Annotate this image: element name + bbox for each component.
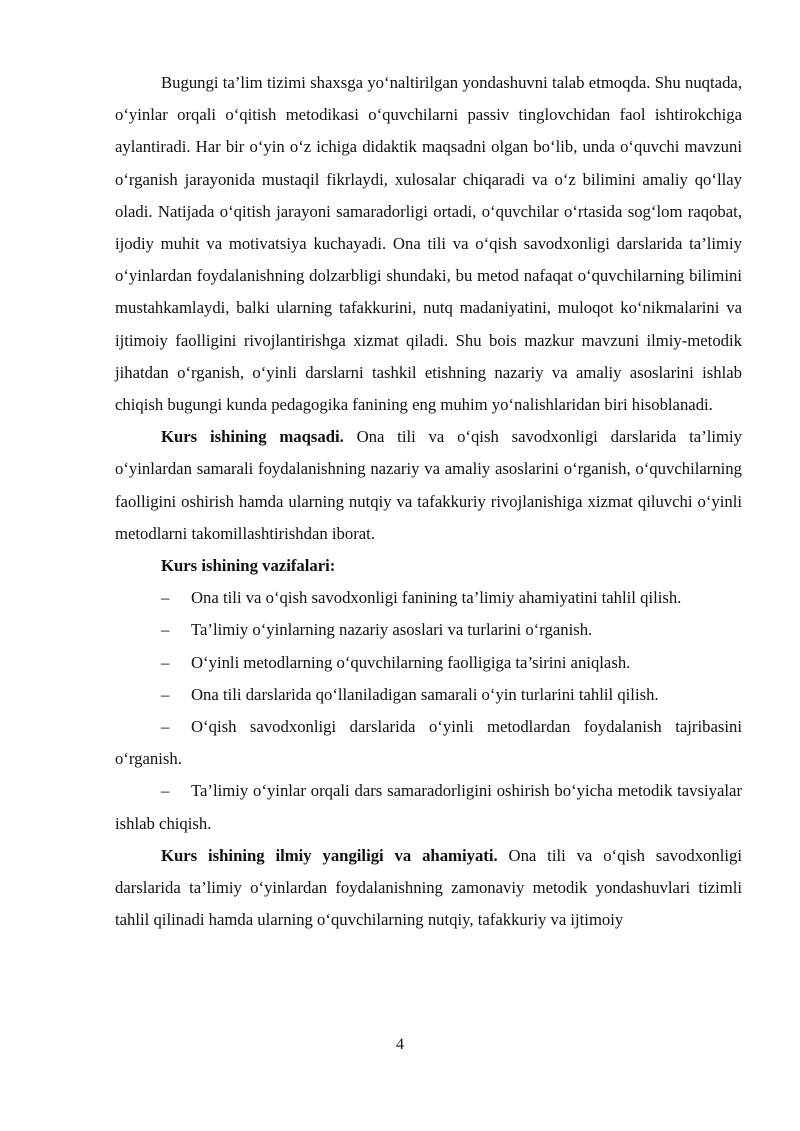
- document-page: [115, 67, 742, 936]
- dash-marker: –: [161, 717, 170, 737]
- dash-marker: –: [161, 652, 170, 672]
- task-item: [115, 614, 742, 646]
- page-number: 4: [396, 1036, 404, 1053]
- task-item: [115, 711, 742, 775]
- dash-marker: –: [161, 620, 170, 640]
- task-item: [115, 775, 742, 839]
- novelty-text: Ona tili va o‘qish savodxonligi darslarida ta’limiy o‘yinlardan foydalanishning zamonaviy metodik yondashuvlari tizimli tahlil qilinadi hamda ularning o‘quvchilarning nutqiy, tafakkuriy va ijtimoiy: [115, 845, 742, 930]
- task-item: [115, 679, 742, 711]
- dash-marker: –: [161, 684, 170, 704]
- novelty-paragraph: [115, 840, 742, 937]
- dash-marker: –: [161, 781, 170, 801]
- task-text: Ona tili darslarida qo‘llaniladigan samarali o‘yin turlarini tahlil qilish.: [191, 684, 659, 704]
- task-text: Ta’limiy o‘yinlar orqali dars samaradorligini oshirish bo‘yicha metodik tavsiyalar ishlab chiqish.: [115, 781, 742, 833]
- task-text: Ta’limiy o‘yinlarning nazariy asoslari va turlarini o‘rganish.: [191, 620, 593, 640]
- tasks-heading: Kurs ishining vazifalari:: [161, 556, 336, 576]
- intro-paragraph: Bugungi ta’lim tizimi shaxsga yo‘naltirilgan yondashuvni talab etmoqda. Shu nuqtada, o‘yinlar orqali o‘qitish metodikasi o‘quvchilarni passiv tinglovchidan faol ishtirokchiga aylantiradi. Har bir o‘yin o‘z ichiga didaktik maqsadni olgan bo‘lib, unda o‘quvchi mavzuni o‘rganish jarayonida mustaqil fikrlaydi, xulosalar chiqaradi va o‘z bilimini amaliy qo‘llay oladi. Natijada o‘qitish jarayoni samaradorligi ortadi, o‘quvchilar o‘rtasida sog‘lom raqobat, ijodiy muhit va motivatsiya kuchayadi. Ona tili va o‘qish savodxonligi darslarida ta’limiy o‘yinlardan foydalanishning dolzarbligi shundaki, bu metod nafaqat o‘quvchilarning bilimini mustahkamlaydi, balki ularning tafakkurini, nutq madaniyatini, muloqot ko‘nikmalarini va ijtimoiy faolligini rivojlantirishga xizmat qiladi. Shu bois mazkur mavzuni ilmiy-metodik jihatdan o‘rganish, o‘yinli darslarni tashkil etishning nazariy va amaliy asoslarini ishlab chiqish bugungi kunda pedagogika fanining eng muhim yo‘nalishlaridan biri hisoblanadi.: [115, 73, 742, 415]
- goal-paragraph: [115, 421, 742, 550]
- task-text: Ona tili va o‘qish savodxonligi fanining ta’limiy ahamiyatini tahlil qilish.: [191, 588, 682, 608]
- task-text: O‘qish savodxonligi darslarida o‘yinli metodlardan foydalanish tajribasini o‘rganish.: [115, 717, 742, 769]
- task-item: [115, 582, 742, 614]
- goal-heading: Kurs ishining maqsadi.: [161, 427, 344, 447]
- dash-marker: –: [161, 588, 170, 608]
- goal-text: Ona tili va o‘qish savodxonligi darslarida ta’limiy o‘yinlardan samarali foydalanishning nazariy va amaliy asoslarini o‘rganish, o‘quvchilarning faolligini oshirish hamda ularning nutqiy va tafakkuriy rivojlanishiga xizmat qiluvchi o‘yinli metodlarni takomillashtirishdan iborat.: [115, 427, 743, 543]
- novelty-heading: Kurs ishining ilmiy yangiligi va ahamiyati.: [161, 845, 498, 865]
- task-text: O‘yinli metodlarning o‘quvchilarning faolligiga ta’sirini aniqlash.: [191, 652, 631, 672]
- task-item: [115, 647, 742, 679]
